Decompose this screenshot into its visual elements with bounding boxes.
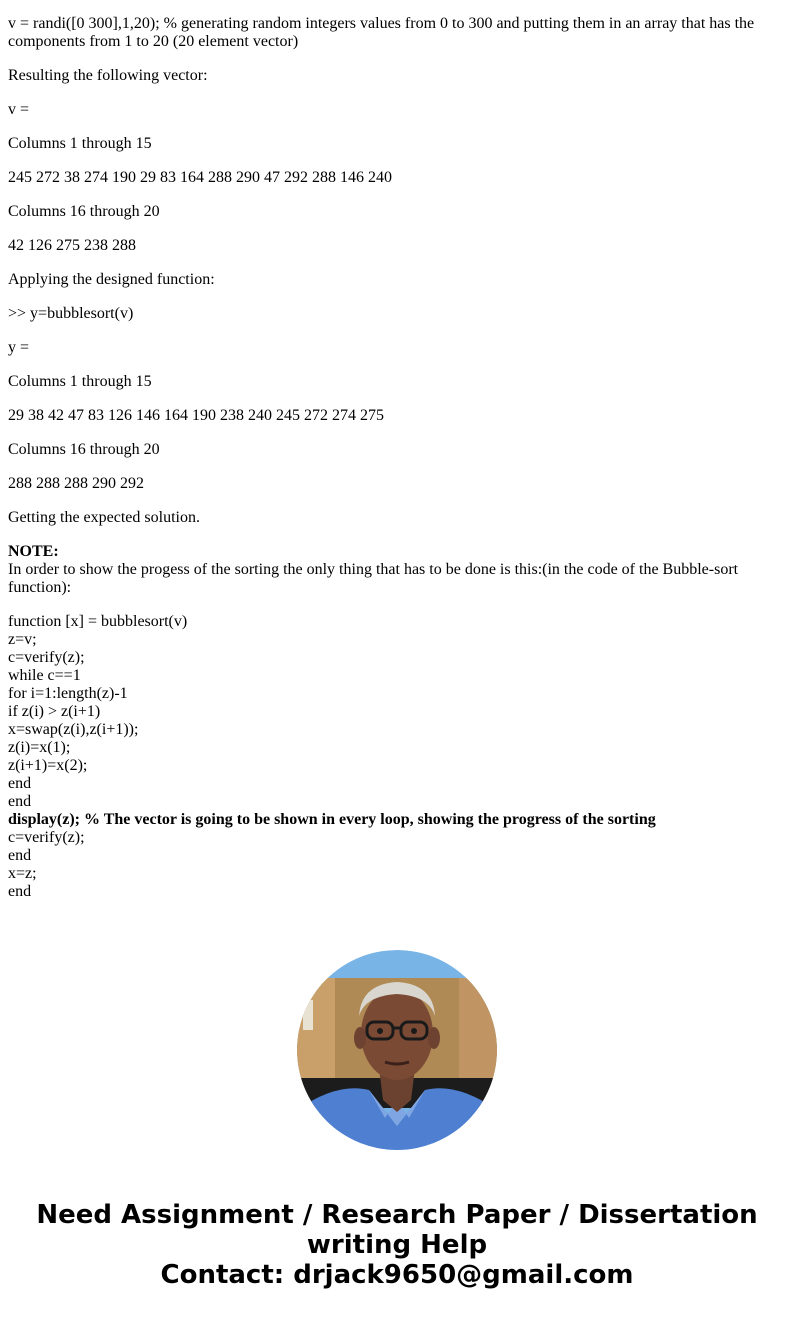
- v-columns-header-1: Columns 1 through 15: [8, 135, 152, 152]
- y-label: y =: [8, 339, 30, 356]
- code-line: function [x] = bubblesort(v): [8, 613, 188, 630]
- code-line: z=v;: [8, 631, 37, 648]
- code-line-highlighted: display(z); % The vector is going to be shown in every loop, showing the progress of the sorting: [8, 811, 656, 828]
- note-block: [8, 543, 778, 597]
- y-values-1: 29 38 42 47 83 126 146 164 190 238 240 245 272 274 275: [8, 407, 384, 424]
- v-label: v =: [8, 101, 30, 118]
- banner-line-2: writing Help: [306, 1230, 488, 1260]
- code-line: c=verify(z);: [8, 649, 85, 666]
- intro-paragraph: v = randi([0 300],1,20); % generating random integers values from 0 to 300 and putting them in an array that has the components from 1 to 20 (20 element vector): [8, 15, 755, 50]
- contact-email: Contact: drjack9650@gmail.com: [160, 1260, 634, 1290]
- code-line: for i=1:length(z)-1: [8, 685, 128, 702]
- v-values-1: 245 272 38 274 190 29 83 164 288 290 47 292 288 146 240: [8, 169, 392, 186]
- code-line: end: [8, 775, 32, 792]
- y-values-2: 288 288 288 290 292: [8, 475, 144, 492]
- code-line: x=swap(z(i),z(i+1));: [8, 721, 139, 738]
- code-line: z(i+1)=x(2);: [8, 757, 88, 774]
- document-body: [8, 15, 778, 901]
- note-text: In order to show the progess of the sorting the only thing that has to be done is this:(in the code of the Bubble-sort function):: [8, 561, 739, 596]
- code-block: [8, 613, 778, 901]
- code-line: end: [8, 847, 32, 864]
- author-avatar: [297, 950, 497, 1150]
- function-call: >> y=bubblesort(v): [8, 305, 134, 322]
- code-line: x=z;: [8, 865, 37, 882]
- code-line: z(i)=x(1);: [8, 739, 71, 756]
- y-columns-header-1: Columns 1 through 15: [8, 373, 152, 390]
- resulting-text: Resulting the following vector:: [8, 67, 208, 84]
- v-values-2: 42 126 275 238 288: [8, 237, 136, 254]
- code-line: end: [8, 883, 32, 900]
- help-banner: [0, 1200, 794, 1290]
- v-columns-header-2: Columns 16 through 20: [8, 203, 160, 220]
- banner-line-1: Need Assignment / Research Paper / Dissertation: [36, 1200, 758, 1230]
- code-line: while c==1: [8, 667, 81, 684]
- code-line: c=verify(z);: [8, 829, 85, 846]
- expected-text: Getting the expected solution.: [8, 509, 200, 526]
- applying-text: Applying the designed function:: [8, 271, 215, 288]
- note-heading: NOTE:: [8, 543, 59, 560]
- code-line: if z(i) > z(i+1): [8, 703, 101, 720]
- y-columns-header-2: Columns 16 through 20: [8, 441, 160, 458]
- avatar-portrait-image: [297, 950, 497, 1150]
- code-line: end: [8, 793, 32, 810]
